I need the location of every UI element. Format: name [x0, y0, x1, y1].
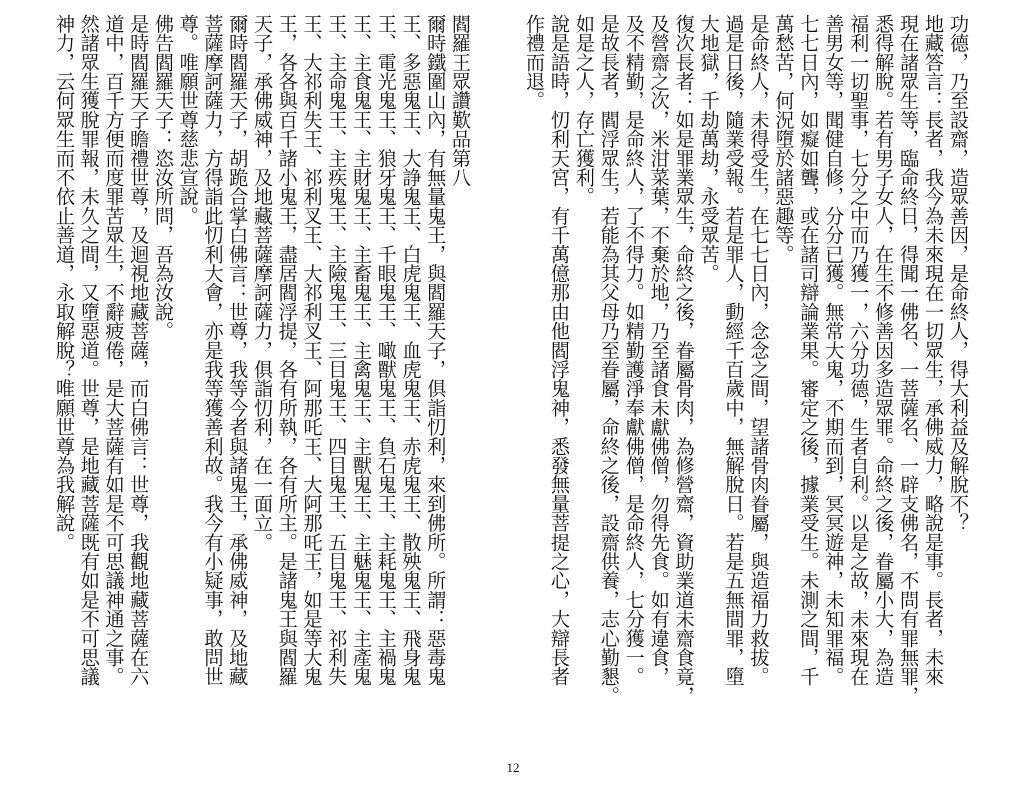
- text-column: 菩薩摩訶薩力，方得詣此忉利大會，亦是我等獲善利故。我今有小疑事，敢問世: [201, 14, 225, 686]
- text-column: 善男女等，聞健自修，分分已獲。無常大鬼，不期而到，冥冥遊神，未知罪福。: [822, 14, 846, 686]
- text-column: 地藏答言：長者，我今為未來現在一切眾生，承佛威力，略說是事。長者，未來: [922, 14, 945, 686]
- text-column: 是時閻羅天子瞻禮世尊，及迴視地藏菩薩，而白佛言：世尊，我觀地藏菩薩在六: [127, 14, 151, 686]
- text-column: 爾時鐵圍山內，有無量鬼王，與閻羅天子，俱詣忉利，來到佛所。所謂：惡毒鬼: [424, 14, 448, 686]
- text-column: 說是語時，忉利天宮，有千萬億那由他閻浮鬼神，悉發無量菩提之心，大辯長者: [547, 14, 571, 686]
- text-column: 功德，乃至設齋，造眾善因，是命終人，得大利益及解脫不？: [946, 14, 970, 533]
- right-page: [522, 14, 970, 744]
- text-column: 如是之人，存亡獲利。: [572, 14, 596, 206]
- text-column: 尊。唯願世尊慈悲宣說。: [176, 14, 200, 226]
- text-column: 天子，承佛威神，及地藏菩薩摩訶薩力，俱詣忉利，在一面立。: [251, 14, 274, 552]
- text-column: 大地獄，千劫萬劫，永受眾苦。: [697, 14, 721, 283]
- text-column: 王、大祁利失王、祁利叉王、大祁利叉王、阿那吒王、大阿那吒王，如是等大鬼: [300, 14, 324, 686]
- text-column: 王、主食鬼王、主財鬼王、主畜鬼王、主禽鬼王、主獸鬼王、主魅鬼王、主產鬼: [350, 14, 373, 686]
- text-column: 七七日內，如癡如聾，或在諸司辯論業果。審定之後，據業受生。未測之間，千: [797, 14, 821, 686]
- left-page: [52, 14, 472, 744]
- text-column: 復次長者：如是罪業眾生，命終之後，眷屬骨肉，為修營齋，資助業道未齋食竟，: [672, 14, 696, 706]
- text-column: 王、多惡鬼王、大諍鬼王、白虎鬼王、血虎鬼王、赤虎鬼王、散殃鬼王、飛身鬼: [399, 14, 423, 686]
- page-number: 12: [506, 760, 520, 775]
- text-column: 是命終人，未得受生，在七七日內，念念之間，望諸骨肉眷屬，與造福力救拔。: [747, 14, 771, 686]
- text-column: 王、電光鬼王、狼牙鬼王、千眼鬼王、噉獸鬼王、負石鬼王、主耗鬼王、主禍鬼: [374, 14, 398, 686]
- text-column: 福利一切聖事，七分之中而乃獲一，六分功德，生者自利。以是之故，未來現在: [847, 14, 871, 686]
- chapter-title: 閻羅王眾讚歎品第八: [449, 14, 472, 187]
- text-column: 過是日後，隨業受報。若是罪人，動經千百歲中，無解脫日。若是五無間罪，墮: [722, 14, 746, 686]
- text-column: 及不精勤，是命終人，了不得力。如精勤護淨奉獻佛僧，是命終人，七分獲一。: [622, 14, 646, 686]
- text-column: 王、主命鬼王、主疾鬼王、主險鬼王、三目鬼王、四目鬼王、五目鬼王、祁利失: [325, 14, 349, 686]
- text-column: 爾時閻羅天子，胡跪合掌白佛言：世尊，我等今者與諸鬼王，承佛威神，及地藏: [226, 14, 250, 686]
- text-column: 佛告閻羅天子：恣汝所問，吾為汝說。: [152, 14, 175, 341]
- text-column: 及營齋之次，米泔菜葉，不棄於地，乃至諸食未獻佛僧，勿得先食。如有違食，: [647, 14, 671, 686]
- text-column: 王，各各與百千諸小鬼王，盡居閻浮提，各有所執，各有所主。是諸鬼王與閻羅: [275, 14, 299, 686]
- text-column: 悉得解脫。若有男子女人，在生不修善因多造眾罪。命終之後，眷屬小大，為造: [872, 14, 896, 686]
- text-column: 作禮而退。: [523, 14, 546, 110]
- text-column: 是故長者，閻浮眾生，若能為其父母乃至眷屬，命終之後，設齋供養，志心勤懇。: [597, 14, 621, 706]
- text-column: 現在諸眾生等，臨命終日，得聞一佛名、一菩薩名、一辟支佛名，不問有罪無罪，: [897, 14, 921, 706]
- text-column: 然諸眾生獲脫罪報，未久之間，又墮惡道。世尊，是地藏菩薩既有如是不可思議: [77, 14, 101, 686]
- text-column: 萬愁苦，何況墮於諸惡趣等。: [772, 14, 796, 264]
- text-column: 道中，百千方便而度罪苦眾生，不辭疲倦，是大菩薩有如是不可思議神通之事。: [102, 14, 126, 686]
- text-column: 神力，云何眾生而不依止善道，永取解脫？唯願世尊為我解說。: [53, 14, 76, 552]
